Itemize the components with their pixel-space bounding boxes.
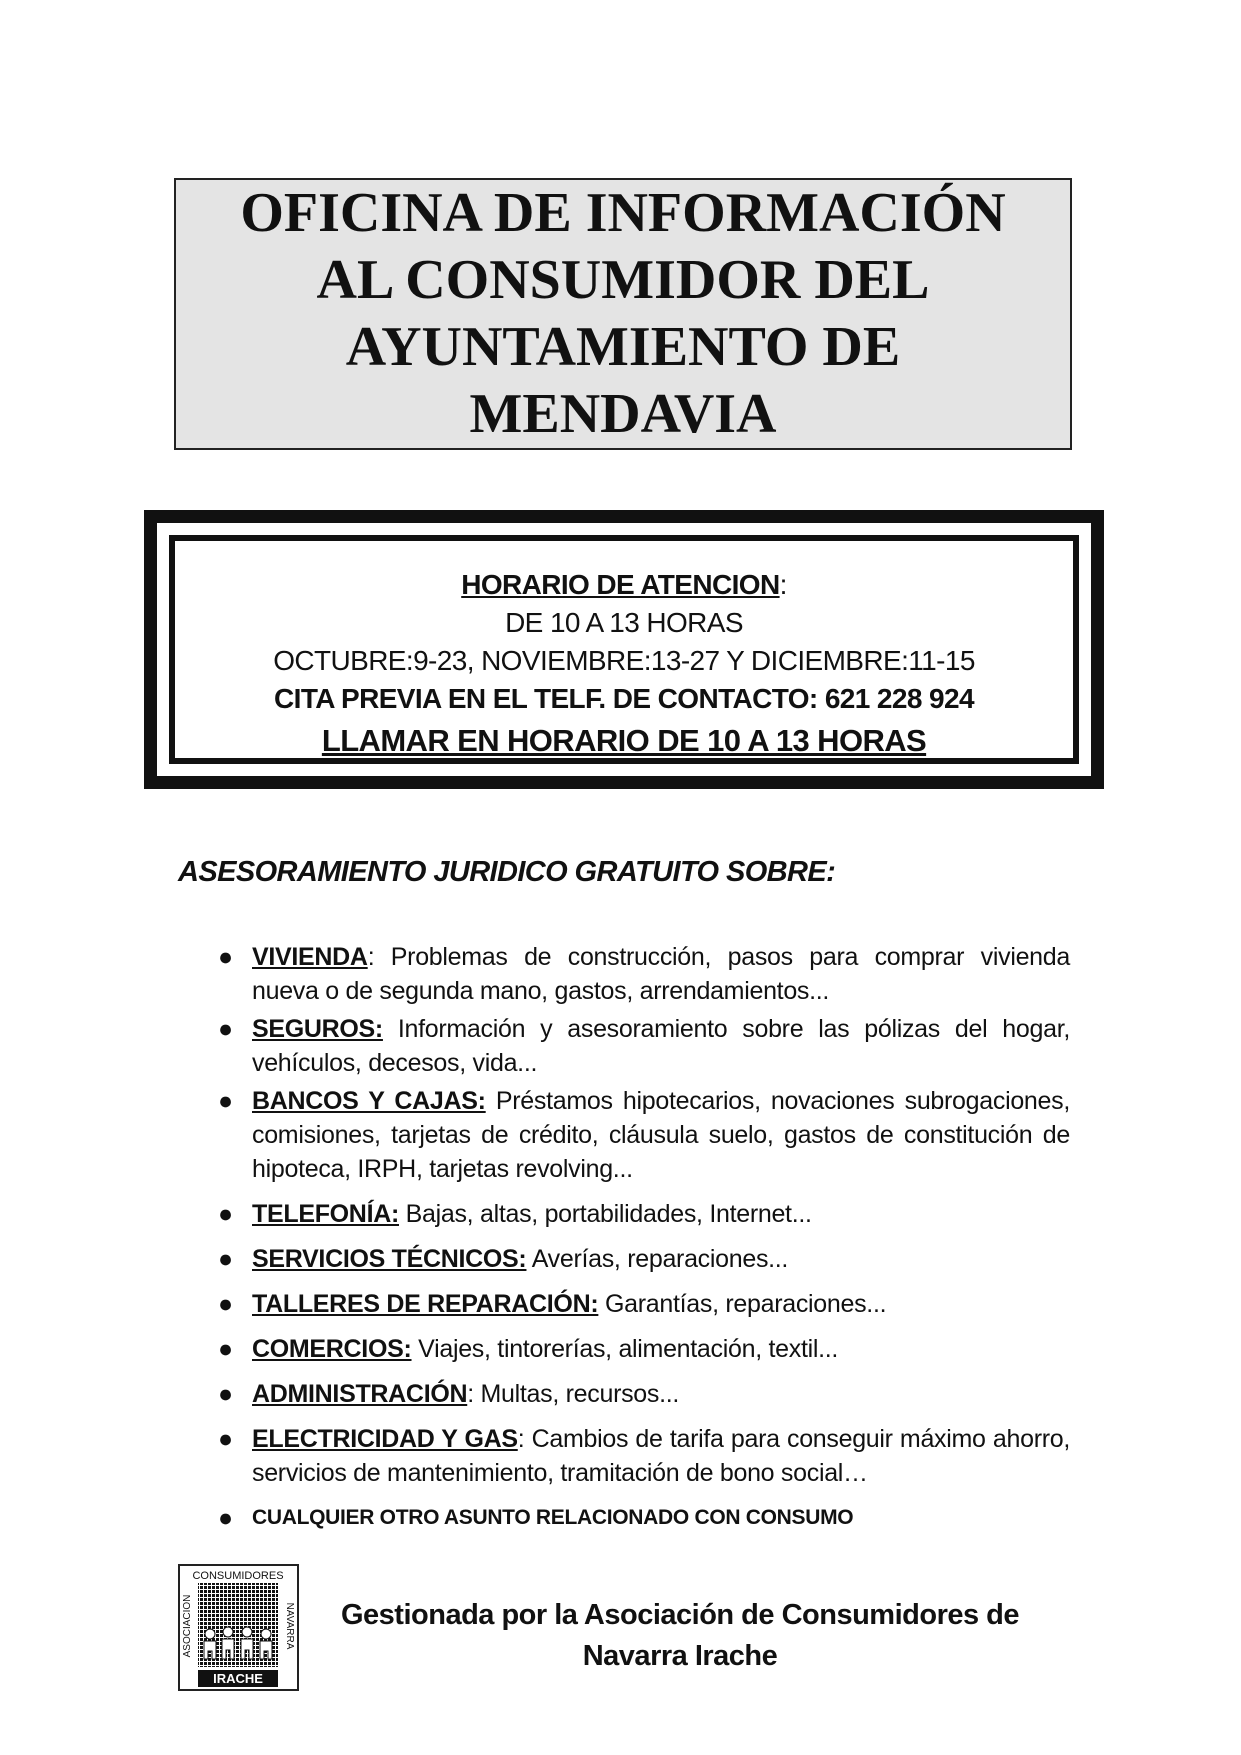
managed-by-footer bbox=[320, 1595, 1040, 1677]
title-line: AL CONSUMIDOR DEL bbox=[316, 249, 930, 311]
title-line: OFICINA DE INFORMACIÓN bbox=[240, 182, 1006, 244]
opening-hours-text bbox=[175, 566, 1073, 764]
item-text: Viajes, tintorerías, alimentación, textil... bbox=[411, 1335, 839, 1363]
logo-text-left: ASOCIACION bbox=[182, 1594, 193, 1658]
list-item bbox=[210, 1422, 1070, 1490]
list-item bbox=[210, 1501, 1070, 1535]
irache-logo-graphic bbox=[180, 1566, 297, 1689]
bullet-icon: ● bbox=[218, 1087, 233, 1115]
office-title bbox=[174, 178, 1072, 450]
item-label: VIVIENDA bbox=[252, 943, 368, 971]
call-hours: LLAMAR EN HORARIO DE 10 A 13 HORAS bbox=[321, 723, 927, 758]
list-item bbox=[210, 1332, 1070, 1366]
item-text: Averías, reparaciones... bbox=[526, 1245, 789, 1273]
item-text: : Cambios de tarifa para conseguir máximo ahorro, servicios de mantenimiento, tramitación de bono social… bbox=[252, 1425, 1070, 1487]
services-list bbox=[210, 940, 1070, 1539]
logo-text-right: NAVARRA bbox=[284, 1602, 295, 1650]
item-label: ELECTRICIDAD Y GAS bbox=[252, 1425, 518, 1453]
irache-logo bbox=[178, 1564, 299, 1691]
bullet-icon: ● bbox=[218, 1290, 233, 1318]
hours-time: DE 10 A 13 HORAS bbox=[505, 607, 743, 638]
item-text: : Problemas de construcción, pasos para comprar vivienda nueva o de segunda mano, gastos, arrendamientos... bbox=[252, 943, 1070, 1005]
bullet-icon: ● bbox=[218, 1335, 233, 1363]
hours-dates: OCTUBRE:9-23, NOVIEMBRE:13-27 Y DICIEMBRE:11-15 bbox=[273, 645, 975, 676]
bullet-icon: ● bbox=[218, 943, 233, 971]
item-text: Préstamos hipotecarios, novaciones subrogaciones, comisiones, tarjetas de crédito, cláusula suelo, gastos de constitución de hipoteca, IRPH, tarjetas revolving... bbox=[252, 1087, 1070, 1183]
title-line: AYUNTAMIENTO DE bbox=[345, 316, 901, 378]
hours-heading: HORARIO DE ATENCION bbox=[461, 569, 780, 600]
appointment-phone: CITA PREVIA EN EL TELF. DE CONTACTO: 621 228 924 bbox=[274, 683, 974, 714]
item-label: TELEFONÍA: bbox=[252, 1200, 399, 1228]
footer-line: Gestionada por la Asociación de Consumidores de bbox=[340, 1599, 1020, 1631]
item-text: Información y asesoramiento sobre las pólizas del hogar, vehículos, decesos, vida... bbox=[252, 1015, 1070, 1077]
item-text: : Multas, recursos... bbox=[467, 1380, 680, 1408]
bullet-icon: ● bbox=[218, 1200, 233, 1228]
list-item bbox=[210, 1242, 1070, 1276]
item-text: Garantías, reparaciones... bbox=[598, 1290, 887, 1318]
services-heading: ASESORAMIENTO JURIDICO GRATUITO SOBRE: bbox=[178, 856, 836, 888]
list-item bbox=[210, 1377, 1070, 1411]
hours-heading-colon: : bbox=[779, 569, 787, 600]
bullet-icon: ● bbox=[218, 1380, 233, 1408]
item-label: SEGUROS: bbox=[252, 1015, 383, 1043]
list-item bbox=[210, 1287, 1070, 1321]
bullet-icon: ● bbox=[218, 1504, 233, 1532]
list-item bbox=[210, 1084, 1070, 1186]
opening-hours-inner-frame bbox=[169, 535, 1079, 764]
title-line: MENDAVIA bbox=[469, 383, 777, 445]
item-label: BANCOS Y CAJAS: bbox=[252, 1087, 486, 1115]
list-item bbox=[210, 1012, 1070, 1080]
item-text: CUALQUIER OTRO ASUNTO RELACIONADO CON CONSUMO bbox=[252, 1506, 854, 1529]
list-item bbox=[210, 1197, 1070, 1231]
hours-heading-line bbox=[175, 566, 1073, 604]
bullet-icon: ● bbox=[218, 1015, 233, 1043]
logo-text-bottom: IRACHE bbox=[213, 1671, 263, 1686]
bullet-icon: ● bbox=[218, 1245, 233, 1273]
footer-line: Navarra Irache bbox=[582, 1640, 778, 1672]
list-item bbox=[210, 940, 1070, 1008]
item-label: SERVICIOS TÉCNICOS: bbox=[252, 1245, 527, 1273]
item-text: Bajas, altas, portabilidades, Internet... bbox=[399, 1200, 812, 1228]
item-label: ADMINISTRACIÓN bbox=[252, 1380, 468, 1408]
item-label: COMERCIOS: bbox=[252, 1335, 412, 1363]
item-label: TALLERES DE REPARACIÓN: bbox=[252, 1290, 599, 1318]
logo-text-top: CONSUMIDORES bbox=[192, 1570, 284, 1582]
opening-hours-box bbox=[144, 510, 1104, 789]
bullet-icon: ● bbox=[218, 1425, 233, 1453]
